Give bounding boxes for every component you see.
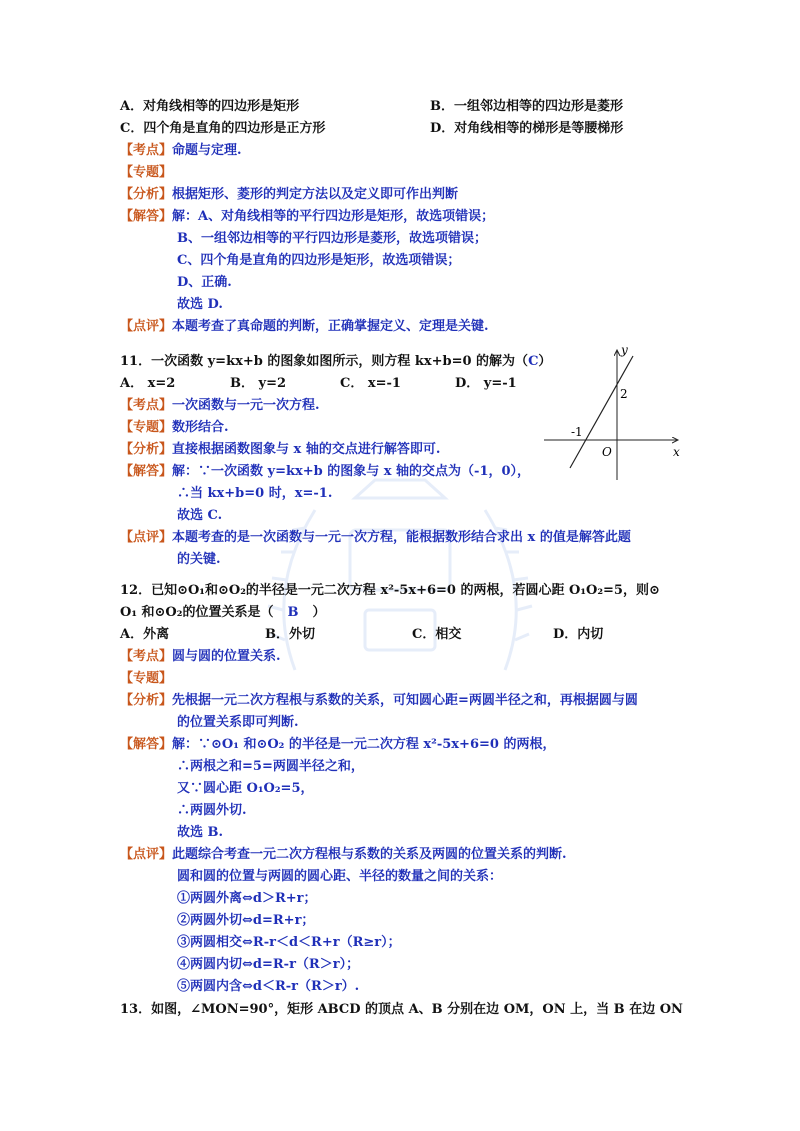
kaodian-tag: 【考点】 <box>120 143 173 158</box>
q10-option-b: B．一组邻边相等的四边形是菱形 <box>430 99 623 114</box>
q12-jieda-line: ∴两圆外切. <box>177 803 247 818</box>
q11-zhuanti-text: 数形结合. <box>172 420 229 435</box>
q11-stem-text: 11．一次函数 y=kx+b 的图象如图所示，则方程 kx+b=0 的解为（ <box>120 354 529 369</box>
q12-stem-line2 <box>120 603 325 623</box>
q12-fenxi-text: 先根据一元二次方程根与系数的关系，可知圆心距=两圆半径之和，再根据圆与圆 <box>172 693 638 708</box>
kaodian-tag: 【考点】 <box>120 398 173 413</box>
q10-fenxi-row <box>120 185 458 205</box>
q12-option-d: D．内切 <box>553 627 604 642</box>
q10-dianping-text: 本题考查了真命题的判断，正确掌握定义、定理是关键. <box>172 319 489 334</box>
q12-option-c: C．相交 <box>412 627 462 642</box>
fenxi-tag: 【分析】 <box>120 442 173 457</box>
q12-stem-close: ） <box>312 605 326 620</box>
q11-function-graph <box>540 340 690 490</box>
q10-jieda-line: D、正确. <box>177 275 232 290</box>
q11-zhuanti-row <box>120 418 229 438</box>
zhuanti-tag: 【专题】 <box>120 671 173 686</box>
q10-zhuanti-row <box>120 163 172 183</box>
dianping-tag: 【点评】 <box>120 847 173 862</box>
q12-jieda-row <box>120 735 555 755</box>
q12-kaodian-row <box>120 647 281 667</box>
q10-option-a: A．对角线相等的四边形是矩形 <box>120 99 300 114</box>
origin-label: O <box>602 445 612 459</box>
q10-jieda-line: B、一组邻边相等的平行四边形是菱形，故选项错误； <box>177 231 487 246</box>
q10-jieda-line: 故选 D. <box>177 297 223 312</box>
q12-option-a: A．外离 <box>120 627 170 642</box>
q10-dianping-row <box>120 317 489 337</box>
x-axis-label: x <box>673 445 680 459</box>
jieda-tag: 【解答】 <box>120 209 173 224</box>
y-intercept-label: 2 <box>620 387 628 401</box>
q12-dianping-line: ①两圆外离⇔d＞R+r； <box>177 891 317 906</box>
q10-option-d: D．对角线相等的梯形是等腰梯形 <box>430 121 624 136</box>
q11-option-a: A． x=2 <box>120 376 176 391</box>
q11-answer: C <box>528 354 539 369</box>
q12-option-b: B．外切 <box>265 627 315 642</box>
q11-option-c: C． x=-1 <box>340 376 401 391</box>
q12-dianping-line: ④两圆内切⇔d=R-r（R＞r）； <box>177 957 360 972</box>
x-intercept-label: -1 <box>571 425 583 439</box>
q10-jieda-line: C、四个角是直角的四边形是矩形，故选项错误； <box>177 253 461 268</box>
q11-fenxi-text: 直接根据函数图象与 x 轴的交点进行解答即可. <box>172 442 441 457</box>
q10-jieda-line: 解：A、对角线相等的平行四边形是矩形，故选项错误； <box>172 209 495 224</box>
dianping-tag: 【点评】 <box>120 530 173 545</box>
q11-dianping-row <box>120 528 631 548</box>
q12-stem-line1: 12．已知⊙O₁和⊙O₂的半径是一元二次方程 x²-5x+6=0 的两根，若圆心距 O₁O₂=5，则⊙ <box>120 583 660 598</box>
q10-fenxi-text: 根据矩形、菱形的判定方法以及定义即可作出判断 <box>172 187 459 202</box>
q12-fenxi-row <box>120 691 638 711</box>
q12-jieda-line: 解：∵⊙O₁ 和⊙O₂ 的半径是一元二次方程 x²-5x+6=0 的两根， <box>172 737 556 752</box>
y-axis-label: y <box>621 343 628 357</box>
q11-jieda-line: 解：∵一次函数 y=kx+b 的图象与 x 轴的交点为（-1，0）， <box>172 464 531 479</box>
zhuanti-tag: 【专题】 <box>120 165 173 180</box>
q12-dianping-line: ⑤两圆内含⇔d＜R-r（R＞r）. <box>177 979 360 994</box>
q12-stem-text: O₁ 和⊙O₂的位置关系是（ <box>120 605 274 620</box>
q11-stem <box>120 352 551 372</box>
q11-option-d: D． y=-1 <box>455 376 517 391</box>
q12-dianping-line: ③两圆相交⇔R-r＜d＜R+r（R≥r）； <box>177 935 401 950</box>
q11-jieda-row <box>120 462 530 482</box>
q11-kaodian-row <box>120 396 320 416</box>
q10-kaodian-row <box>120 141 242 161</box>
q12-zhuanti-row <box>120 669 172 689</box>
kaodian-tag: 【考点】 <box>120 649 173 664</box>
fenxi-tag: 【分析】 <box>120 187 173 202</box>
q12-dianping-row <box>120 845 567 865</box>
fenxi-tag: 【分析】 <box>120 693 173 708</box>
q12-dianping-line: 圆和圆的位置与两圆的圆心距、半径的数量之间的关系： <box>177 869 503 884</box>
q10-option-c: C．四个角是直角的四边形是正方形 <box>120 121 326 136</box>
q12-dianping-line: ②两圆外切⇔d=R+r； <box>177 913 315 928</box>
q11-stem-close: ） <box>538 354 552 369</box>
q10-jieda-row <box>120 207 494 227</box>
q12-jieda-line: 又∵圆心距 O₁O₂=5， <box>177 781 314 796</box>
q10-kaodian-text: 命题与定理. <box>172 143 242 158</box>
jieda-tag: 【解答】 <box>120 464 173 479</box>
q13-stem: 13．如图，∠MON=90°，矩形 ABCD 的顶点 A、B 分别在边 OM，ON 上，当 B 在边 ON <box>120 1002 683 1017</box>
q11-dianping-text: 本题考查的是一次函数与一元一次方程，能根据数形结合求出 x 的值是解答此题 <box>172 530 631 545</box>
q12-jieda-line: ∴两根之和=5=两圆半径之和， <box>177 759 364 774</box>
q11-fenxi-row <box>120 440 440 460</box>
q11-option-b: B． y=2 <box>230 376 287 391</box>
jieda-tag: 【解答】 <box>120 737 173 752</box>
q12-kaodian-text: 圆与圆的位置关系. <box>172 649 281 664</box>
q11-dianping-line: 的关键. <box>177 552 221 567</box>
q12-fenxi-line: 的位置关系即可判断. <box>177 715 299 730</box>
dianping-tag: 【点评】 <box>120 319 173 334</box>
q11-jieda-line: ∴当 kx+b=0 时，x=-1. <box>177 486 333 501</box>
q11-jieda-line: 故选 C. <box>177 508 223 523</box>
q12-dianping-text: 此题综合考查一元二次方程根与系数的关系及两圆的位置关系的判断. <box>172 847 567 862</box>
q12-jieda-line: 故选 B. <box>177 825 224 840</box>
zhuanti-tag: 【专题】 <box>120 420 173 435</box>
q11-kaodian-text: 一次函数与一元一次方程. <box>172 398 320 413</box>
q12-answer: B <box>287 605 299 620</box>
